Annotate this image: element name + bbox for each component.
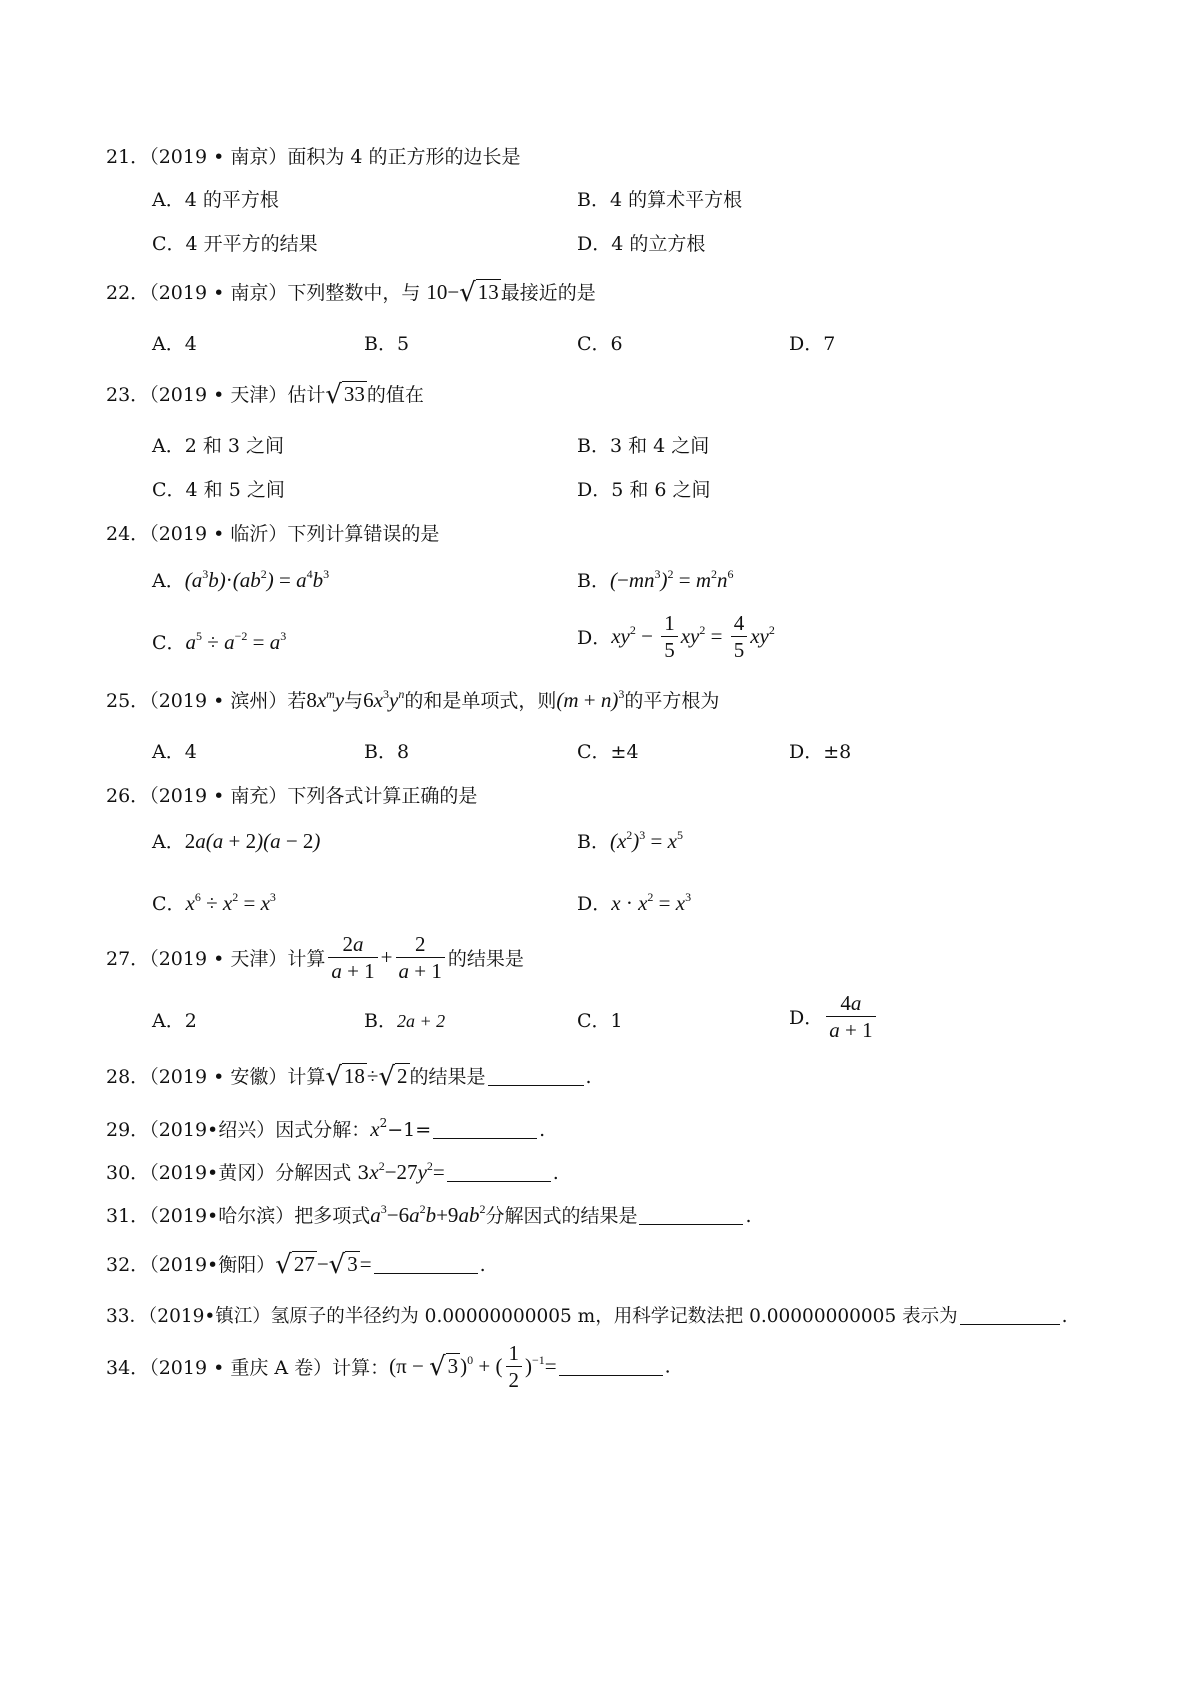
question-number: 32． xyxy=(106,1254,150,1276)
polynomial: $a^3-6a^2b+9ab^2$ xyxy=(370,1202,486,1227)
option-label: B． xyxy=(577,570,610,592)
question-stem-tail: 的平方根为 xyxy=(624,690,720,712)
question-stem: （2019 • 重庆 A 卷）计算： xyxy=(149,1357,390,1379)
option-label: A． xyxy=(152,570,185,592)
question-stem: （2019 • 天津）计算 xyxy=(149,948,326,970)
question-stem: （2019 • 临沂）下列计算错误的是 xyxy=(149,523,440,545)
option-label: B． xyxy=(364,1010,397,1032)
monomial-1: $8x^my$ xyxy=(306,687,345,712)
question-number: 22． xyxy=(106,282,150,304)
question-stem-part: 与 xyxy=(344,690,364,712)
option-b: B．4 的算术平方根 xyxy=(577,189,743,211)
option-formula: 2a(a + 2)(a − 2) xyxy=(184,829,321,853)
question-stem-tail: 的结果是 xyxy=(447,948,524,970)
question-29 xyxy=(106,1115,545,1142)
sqrt-expression: √2 xyxy=(378,1062,408,1092)
answer-blank[interactable] xyxy=(433,1120,537,1139)
question-number: 30． xyxy=(106,1162,150,1184)
sqrt-expression: √18 xyxy=(325,1062,365,1092)
option-label: C． xyxy=(152,893,186,915)
question-stem-tail: 最接近的是 xyxy=(500,282,596,304)
option-a: A．4 的平方根 xyxy=(152,189,279,211)
option-d: D．$xy^2$ − $\frac{1}{5}$ $xy^2$ = $\frac{4}{5}$ $xy^2$ xyxy=(577,611,775,662)
option-formula: $xy^2$ − xyxy=(611,623,659,648)
sqrt-expression: √13 xyxy=(459,278,499,308)
option-label: A． xyxy=(152,831,185,853)
option-b: B．8 xyxy=(364,741,410,763)
option-d xyxy=(789,990,879,1043)
option-formula: $a^5 \div a^{-2} = a^3$ xyxy=(185,629,287,654)
option-label: D． xyxy=(789,1007,824,1029)
option-label: D． xyxy=(577,627,612,649)
answer-blank[interactable] xyxy=(559,1357,663,1376)
option-b xyxy=(577,566,734,593)
fraction-2-over-a-plus-1: $\frac{2}{a + 1}$ xyxy=(396,931,445,984)
sqrt-expression: √27 xyxy=(275,1250,315,1280)
option-a: A．4 xyxy=(152,741,197,763)
option-a: A．2 和 3 之间 xyxy=(152,435,285,457)
question-21 xyxy=(106,142,521,169)
question-number: 28． xyxy=(106,1066,150,1088)
expression-rest: −1= xyxy=(387,1119,432,1141)
question-30 xyxy=(106,1158,559,1185)
question-34: 34．（2019 • 重庆 A 卷）计算：$(\pi - √3)^0$ + ( $\frac{1}{2}$ )$^{-1}$= . xyxy=(106,1341,671,1392)
question-stem-tail: 的值在 xyxy=(366,384,424,406)
monomial-2: $6x^3y^n$ xyxy=(363,687,405,712)
question-number: 25． xyxy=(106,690,150,712)
option-c: C．±4 xyxy=(577,741,639,763)
answer-blank[interactable] xyxy=(447,1163,551,1182)
period: . xyxy=(585,1066,592,1088)
option-d: D．4 的立方根 xyxy=(577,233,706,255)
period: . xyxy=(539,1119,546,1141)
question-number: 29． xyxy=(106,1119,150,1141)
question-33 xyxy=(106,1302,1068,1328)
option-d xyxy=(577,889,691,916)
equals-sign: = xyxy=(359,1252,372,1276)
question-stem: （2019•镇江）氢原子的半径约为 0.00000000005 m，用科学记数法把 0.00000000005 表示为 xyxy=(148,1306,958,1327)
option-b: B．5 xyxy=(364,333,410,355)
question-32 xyxy=(106,1250,486,1280)
answer-blank[interactable] xyxy=(960,1306,1060,1325)
question-number: 34． xyxy=(106,1357,150,1379)
option-d: D．5 和 6 之间 xyxy=(577,479,711,501)
question-number: 26． xyxy=(106,785,150,807)
sqrt-expression: √3 xyxy=(328,1250,358,1280)
option-c: C．1 xyxy=(577,1010,623,1032)
question-31 xyxy=(106,1201,752,1228)
fraction-2a-over-a-plus-1: $\frac{2a}{a + 1}$ xyxy=(328,931,377,984)
variable: x xyxy=(370,1117,380,1141)
question-number: 24． xyxy=(106,523,150,545)
period: . xyxy=(552,1162,559,1184)
question-number: 33． xyxy=(106,1306,149,1327)
period: . xyxy=(745,1205,752,1227)
option-formula: $(-mn^3)^2 = m^2n^6$ xyxy=(609,567,734,592)
answer-blank[interactable] xyxy=(374,1255,478,1274)
option-c: C．4 和 5 之间 xyxy=(152,479,285,501)
question-25 xyxy=(106,686,719,713)
option-label: D． xyxy=(577,893,612,915)
answer-blank[interactable] xyxy=(639,1206,743,1225)
question-stem: （2019 • 滨州）若 xyxy=(149,690,307,712)
question-number: 31． xyxy=(106,1205,150,1227)
fraction-four-fifths: $\frac{4}{5}$ xyxy=(731,610,748,663)
question-23 xyxy=(106,380,424,410)
sqrt-expression: √33 xyxy=(325,380,365,410)
minus-operator: − xyxy=(447,280,460,304)
option-b xyxy=(364,1006,445,1033)
question-stem-part: 的和是单项式，则 xyxy=(404,690,557,712)
question-stem: （2019•衡阳） xyxy=(149,1254,276,1276)
divide-operator: ÷ xyxy=(366,1064,379,1088)
equals-sign: = xyxy=(544,1354,557,1378)
period: . xyxy=(664,1355,671,1378)
question-stem-tail: 分解因式的结果是 xyxy=(485,1205,638,1227)
expression-part: $(\pi - √3)^0$ + ( xyxy=(389,1351,503,1382)
question-stem: （2019 • 南京）下列整数中，与 xyxy=(149,282,421,304)
option-c xyxy=(152,628,286,655)
question-stem: （2019•哈尔滨）把多项式 xyxy=(149,1205,371,1227)
option-label: C． xyxy=(152,632,186,654)
option-formula: $x \cdot x^2 = x^3$ xyxy=(611,890,692,915)
option-a xyxy=(152,827,320,854)
option-b xyxy=(577,827,683,854)
option-c xyxy=(152,889,276,916)
option-c: C．6 xyxy=(577,333,623,355)
exponent: 2 xyxy=(379,1116,388,1130)
option-formula: 2a + 2 xyxy=(396,1011,446,1031)
answer-blank[interactable] xyxy=(488,1067,584,1086)
question-27: 27．（2019 • 天津）计算 $\frac{2a}{a + 1}$ + $\frac{2}{a + 1}$ 的结果是 xyxy=(106,932,524,983)
fraction-one-half: $\frac{1}{2}$ xyxy=(506,1340,523,1393)
minus-operator: − xyxy=(316,1252,329,1276)
period: . xyxy=(479,1254,486,1276)
option-a: A．4 xyxy=(152,333,197,355)
question-stem-tail: 的结果是 xyxy=(409,1066,486,1088)
option-formula: $(a^3b)\cdot(ab^2) = a^4b^3$ xyxy=(184,567,330,592)
question-number: 21． xyxy=(106,146,150,168)
expression: $x^2-27y^2=$ xyxy=(369,1159,445,1184)
question-28 xyxy=(106,1062,592,1092)
option-c: C．4 开平方的结果 xyxy=(152,233,318,255)
option-d: D．7 xyxy=(789,333,836,355)
question-stem: （2019 • 安徽）计算 xyxy=(149,1066,326,1088)
option-b: B．3 和 4 之间 xyxy=(577,435,710,457)
question-number: 27． xyxy=(106,948,150,970)
option-a xyxy=(152,566,329,593)
option-formula: $(x^2)^3 = x^5$ xyxy=(609,828,683,853)
question-stem: （2019•绍兴）因式分解： xyxy=(149,1119,371,1141)
option-formula: $x^6 \div x^2 = x^3$ xyxy=(185,890,276,915)
question-stem: （2019 • 南充）下列各式计算正确的是 xyxy=(149,785,478,807)
option-d: D．±8 xyxy=(789,741,852,763)
question-stem: （2019 • 南京）面积为 4 的正方形的边长是 xyxy=(149,146,521,168)
question-26 xyxy=(106,781,477,808)
fraction-4a-over-a-plus-1: $\frac{4a}{a + 1}$ xyxy=(826,990,875,1043)
option-label: B． xyxy=(577,831,610,853)
question-24 xyxy=(106,519,439,546)
period: . xyxy=(1061,1306,1068,1327)
question-stem: （2019 • 天津）估计 xyxy=(149,384,326,406)
question-stem: （2019•黄冈）分解因式 3 xyxy=(149,1162,370,1184)
option-a: A．2 xyxy=(152,1010,197,1032)
question-number: 23． xyxy=(106,384,150,406)
power-expression: $(m + n)^3$ xyxy=(556,687,625,712)
expression-term: 10 xyxy=(426,280,448,304)
question-22 xyxy=(106,278,596,308)
fraction-one-fifth: $\frac{1}{5}$ xyxy=(661,610,678,663)
